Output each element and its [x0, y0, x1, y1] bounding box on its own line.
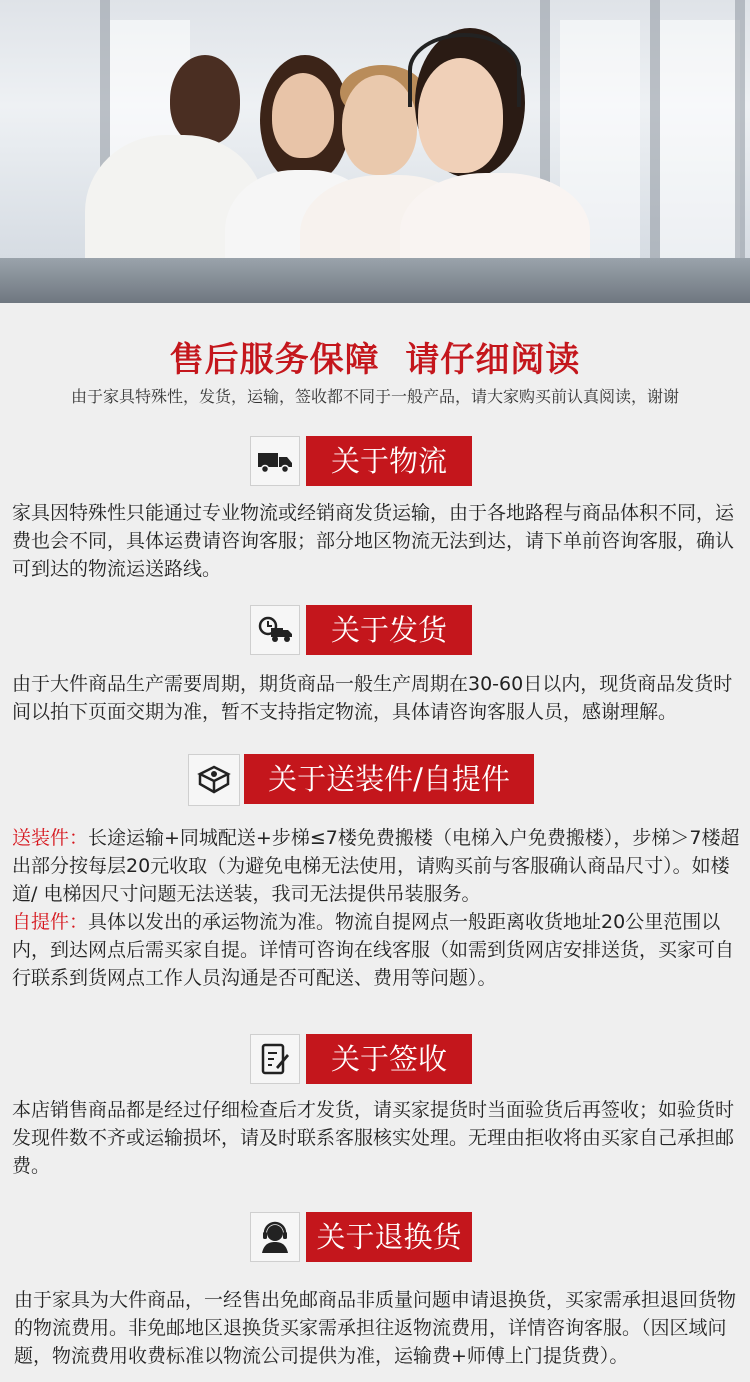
send-tag: 送装件：: [12, 827, 89, 849]
section-header-returns: [250, 1212, 472, 1264]
truck-icon: [250, 436, 300, 486]
section-title-logistics: 关于物流: [306, 436, 472, 486]
receipt-text: 本店销售商品都是经过仔细检查后才发货，请买家提货时当面验货后再签收；如验货时发现件数不齐或运输损坏，请及时联系客服核实处理。无理由拒收将由买家自己承担邮费。: [12, 1099, 735, 1177]
section-header-shipping: [250, 605, 472, 657]
section-title-shipping: 关于发货: [306, 605, 472, 655]
section-header-logistics: [250, 436, 472, 488]
sign-document-icon: [250, 1034, 300, 1084]
section-title-returns: 关于退换货: [306, 1212, 472, 1262]
section-header-delivery: [188, 754, 534, 806]
section-title-receipt: 关于签收: [306, 1034, 472, 1084]
customer-service-icon: [250, 1212, 300, 1262]
section-title-delivery: 关于送装件/自提件: [244, 754, 534, 804]
send-text: 长途运输+同城配送+步梯≤7楼免费搬楼（电梯入户免费搬楼），步梯＞7楼超出部分按每层20元收取（为避免电梯无法使用，请购买前与客服确认商品尺寸）。如楼道/ 电梯因尺寸问题无法送装，我司无法提供吊装服务。: [12, 827, 740, 905]
clock-truck-icon: [250, 605, 300, 655]
section-header-receipt: [250, 1034, 472, 1086]
pickup-text: 具体以发出的承运物流为准。物流自提网点一般距离收货地址20公里范围以内，到达网点后需买家自提。详情可咨询在线客服（如需到货网店安排送货，买家可自行联系到货网点工作人员沟通是否可配送、费用等问题）。: [12, 911, 735, 989]
page-subtitle: 由于家具特殊性，发货，运输，签收都不同于一般产品，请大家购买前认真阅读，谢谢: [70, 387, 679, 406]
box-icon: [188, 754, 240, 806]
hero-image-customer-service-team: [0, 0, 750, 303]
shipping-text: 由于大件商品生产需要周期，期货商品一般生产周期在30-60日以内，现货商品发货时间以拍下页面交期为准，暂不支持指定物流，具体请咨询客服人员，感谢理解。: [12, 673, 733, 723]
pickup-tag: 自提件：: [12, 911, 89, 933]
page-title: 售后服务保障 请仔细阅读: [169, 340, 581, 380]
delivery-text-block: [12, 824, 746, 992]
logistics-text: 家具因特殊性只能通过专业物流或经销商发货运输，由于各地路程与商品体积不同，运费也会不同，具体运费请咨询客服；部分地区物流无法到达，请下单前咨询客服，确认可到达的物流运送路线。: [12, 502, 735, 580]
returns-text: 由于家具为大件商品，一经售出免邮商品非质量问题申请退换货，买家需承担退回货物的物流费用。非免邮地区退换货买家需承担往返物流费用，详情咨询客服。（因区域问题，物流费用收费标准以物流公司提供为准，运输费+师傅上门提货费）。: [14, 1289, 737, 1367]
